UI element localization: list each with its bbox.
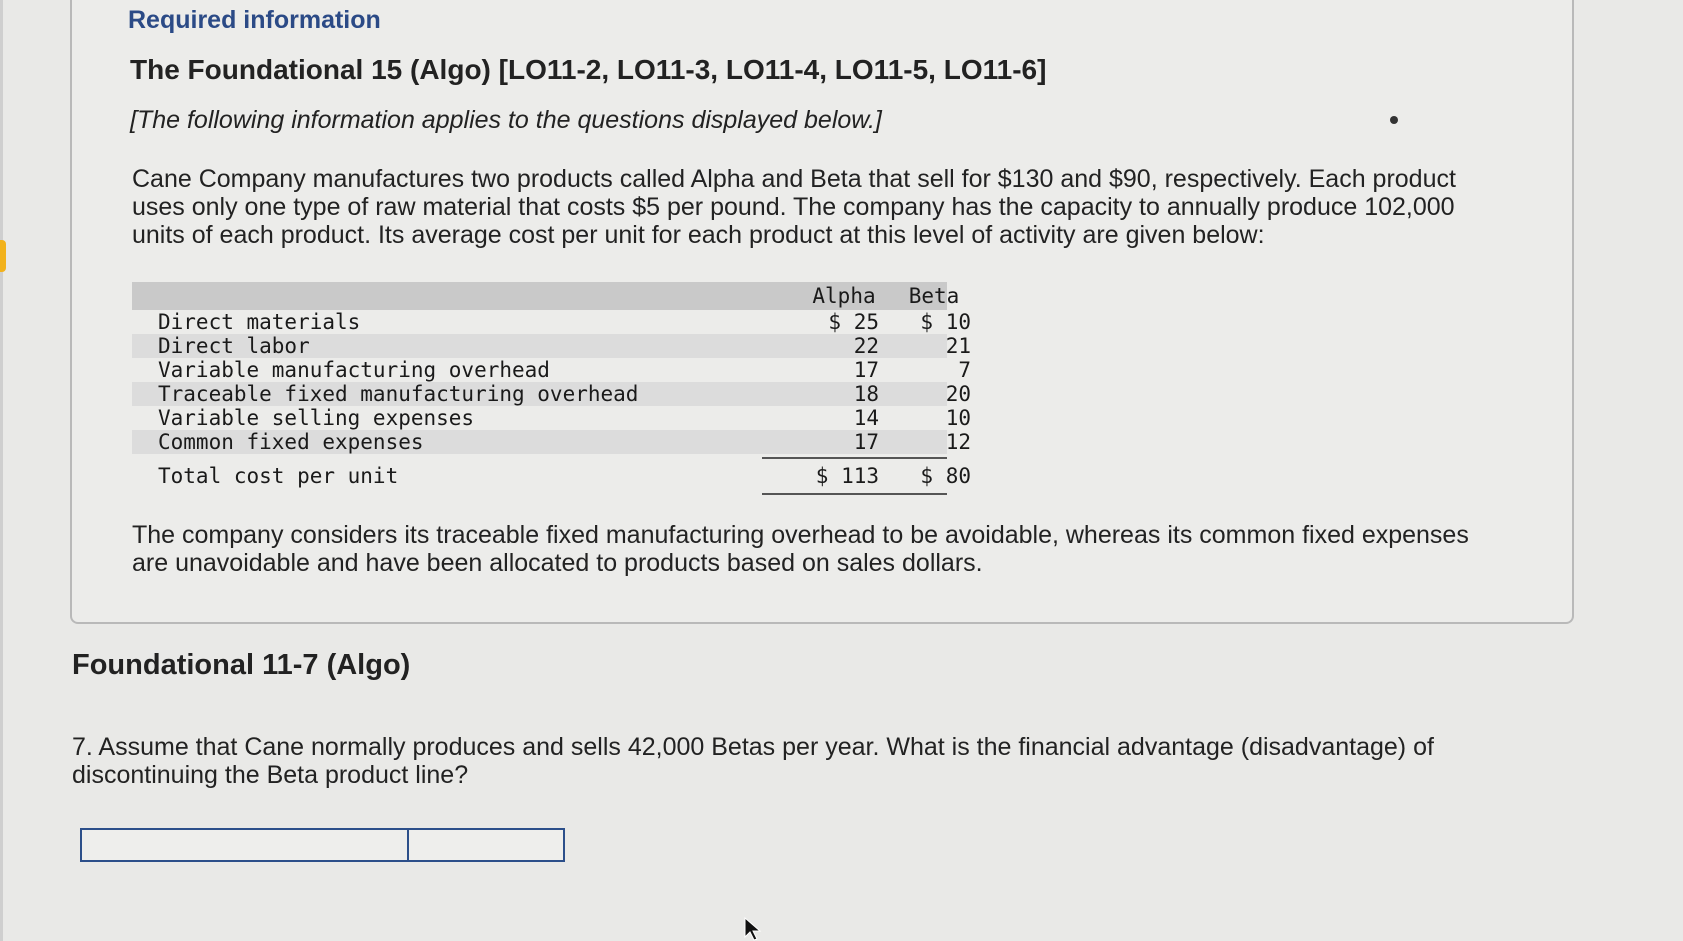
total-double-rule — [762, 493, 947, 495]
answer-row — [80, 828, 565, 862]
alpha-value: 22 — [853, 334, 879, 358]
beta-value: 21 — [945, 334, 971, 358]
mouse-cursor-icon — [744, 917, 764, 941]
beta-value: 7 — [958, 358, 971, 382]
row-label: Common fixed expenses — [158, 430, 424, 454]
column-header-alpha: Alpha — [812, 284, 876, 308]
alpha-value: 14 — [853, 406, 879, 430]
question-text: 7. Assume that Cane normally produces and sells 42,000 Betas per year. What is the financial advantage (disadvantage) of discontinuing the Beta product line? — [72, 733, 1434, 789]
bullet-dot — [1390, 116, 1398, 124]
table-row — [132, 430, 971, 454]
table-row — [132, 406, 971, 430]
total-label: Total cost per unit — [158, 464, 399, 488]
closing-paragraph: The company considers its traceable fixed manufacturing overhead to be avoidable, whereas its common fixed expenses are unavoidable and have been allocated to products based on sales dollars. — [132, 521, 1469, 577]
alpha-value: 18 — [853, 382, 879, 406]
beta-total: $ 80 — [920, 464, 971, 488]
answer-label-input[interactable] — [82, 830, 409, 860]
alpha-value: 17 — [853, 430, 879, 454]
table-row — [132, 358, 971, 382]
alpha-value: $ 25 — [828, 310, 879, 334]
problem-title: The Foundational 15 (Algo) [LO11-2, LO11-3, LO11-4, LO11-5, LO11-6] — [130, 54, 1047, 85]
total-row — [132, 462, 971, 490]
answer-amount-input[interactable] — [397, 830, 575, 860]
page-left-edge — [0, 0, 3, 941]
section-title: Foundational 11-7 (Algo) — [72, 649, 411, 681]
row-label: Variable selling expenses — [158, 406, 475, 430]
row-label: Direct materials — [158, 310, 361, 334]
beta-value: 12 — [945, 430, 971, 454]
row-label: Direct labor — [158, 334, 310, 358]
row-label: Traceable fixed manufacturing overhead — [158, 382, 639, 406]
alpha-total: $ 113 — [815, 464, 879, 488]
table-row — [132, 334, 971, 358]
subtotal-rule — [762, 457, 947, 459]
beta-value: 20 — [945, 382, 971, 406]
alpha-value: 17 — [853, 358, 879, 382]
row-label: Variable manufacturing overhead — [158, 358, 550, 382]
table-row — [132, 382, 971, 406]
question-marker — [0, 240, 6, 272]
required-information-heading: Required information — [128, 6, 381, 34]
column-header-beta: Beta — [908, 284, 960, 308]
problem-subtitle: [The following information applies to the questions displayed below.] — [130, 106, 882, 134]
table-row — [132, 310, 971, 334]
beta-value: $ 10 — [920, 310, 971, 334]
intro-paragraph: Cane Company manufactures two products called Alpha and Beta that sell for $130 and $90, respectively. Each product uses only one type of raw material that costs $5 per pound. The company has the capacity to annually produce 102,000 units of each product. Its average cost per unit for each product at this level of activity are given below: — [132, 165, 1456, 249]
beta-value: 10 — [945, 406, 971, 430]
